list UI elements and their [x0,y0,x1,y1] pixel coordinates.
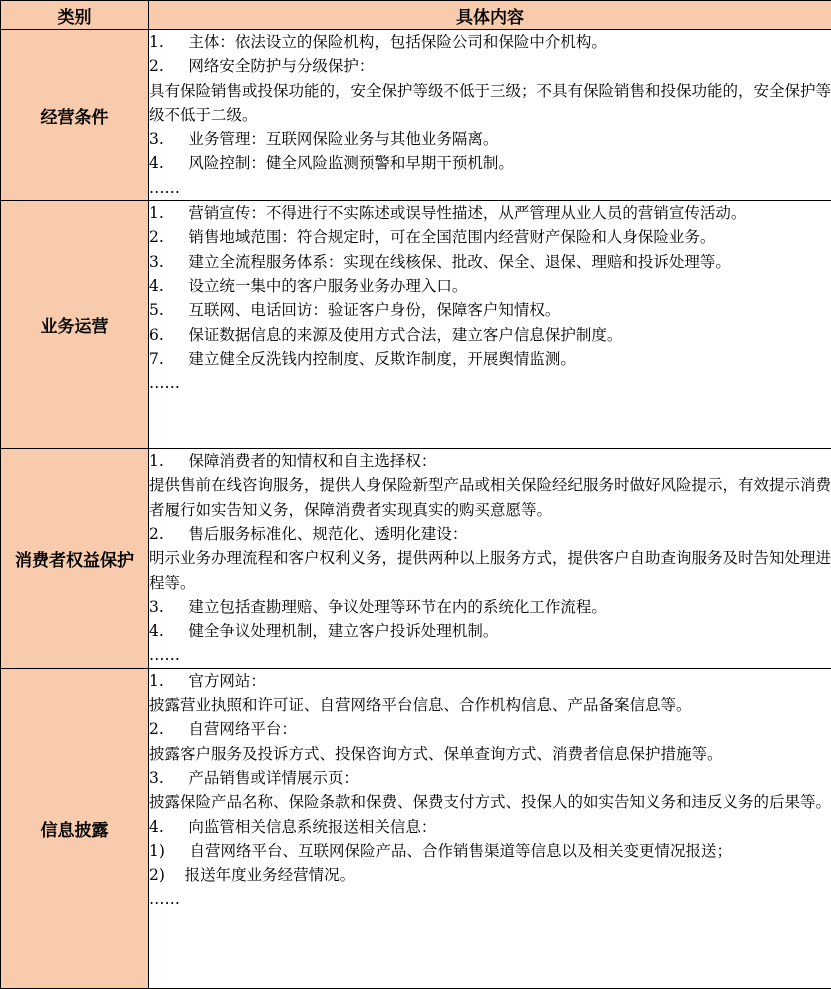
table-header-row [1,1,831,30]
ellipsis: …… [149,646,180,665]
content-line: 4. 向监管相关信息系统报送相关信息： [149,817,437,836]
category-cell: 业务运营 [1,201,149,449]
ellipsis: …… [149,890,180,909]
content-cell [149,668,831,988]
content-line: 1. 官方网站： [149,671,266,690]
content-line: 1) 自营网络平台、互联网保险产品、合作销售渠道等信息以及相关变更情况报送； [149,841,733,860]
table-row [1,449,831,669]
content-line: 具有保险销售或投保功能的，安全保护等级不低于三级；不具有保险销售和投保功能的，安全保护等级不低于二级。 [149,81,831,124]
content-line: 1. 主体：依法设立的保险机构，包括保险公司和保险中介机构。 [149,33,607,51]
content-line: 2. 售后服务标准化、规范化、透明化建设： [149,524,468,543]
content-line: 3. 产品销售或详情展示页： [149,768,359,787]
header-category: 类别 [1,1,149,30]
content-line: 3. 建立全流程服务体系：实现在线核保、批改、保全、退保、理赔和投诉处理等。 [149,252,731,271]
table-row [1,668,831,988]
content-line: 披露营业执照和许可证、自营网络平台信息、合作机构信息、产品备案信息等。 [149,696,692,715]
content-line: 1. 保障消费者的知情权和自主选择权： [149,452,437,471]
content-line: 2. 自营网络平台： [149,720,297,739]
content-line: 4. 设立统一集中的客户服务业务办理入口。 [149,276,468,295]
ellipsis: …… [149,374,180,393]
content-line: 2) 报送年度业务经营情况。 [149,866,356,885]
content-line: 提供售前在线咨询服务，提供人身保险新型产品或相关保险经纪服务时做好风险提示，有效提示消费者履行如实告知义务，保障消费者实现真实的购买意愿等。 [149,476,831,519]
content-cell [149,201,831,449]
content-cell [149,449,831,669]
content-line: 1. 营销宣传：不得进行不实陈述或误导性描述，从严管理从业人员的营销宣传活动。 [149,204,747,223]
category-cell: 经营条件 [1,30,149,201]
ellipsis: …… [149,178,180,197]
content-line: 披露客户服务及投诉方式、投保咨询方式、保单查询方式、消费者信息保护措施等。 [149,744,723,763]
content-cell [149,30,831,201]
content-line: 4. 风险控制：健全风险监测预警和早期干预机制。 [149,154,514,173]
content-line: 3. 业务管理：互联网保险业务与其他业务隔离。 [149,130,499,149]
content-line: 2. 销售地域范围：符合规定时，可在全国范围内经营财产保险和人身保险业务。 [149,228,716,247]
content-line: 6. 保证数据信息的来源及使用方式合法，建立客户信息保护制度。 [149,325,623,344]
category-cell: 消费者权益保护 [1,449,149,669]
content-line: 7. 建立健全反洗钱内控制度、反欺诈制度，开展舆情监测。 [149,349,576,368]
content-line: 4. 健全争议处理机制，建立客户投诉处理机制。 [149,622,499,641]
content-line: 披露保险产品名称、保险条款和保费、保费支付方式、投保人的如实告知义务和违反义务的后果等。 [149,793,831,812]
content-line: 3. 建立包括查勘理赔、争议处理等环节在内的系统化工作流程。 [149,597,607,616]
category-cell: 信息披露 [1,668,149,988]
table-row [1,30,831,201]
table-row [1,201,831,449]
content-line: 5. 互联网、电话回访：验证客户身份，保障客户知情权。 [149,301,561,320]
header-content: 具体内容 [149,1,831,30]
content-line: 明示业务办理流程和客户权利义务，提供两种以上服务方式，提供客户自助查询服务及时告知处理进程等。 [149,549,831,592]
content-line: 2. 网络安全防护与分级保护： [149,57,375,76]
